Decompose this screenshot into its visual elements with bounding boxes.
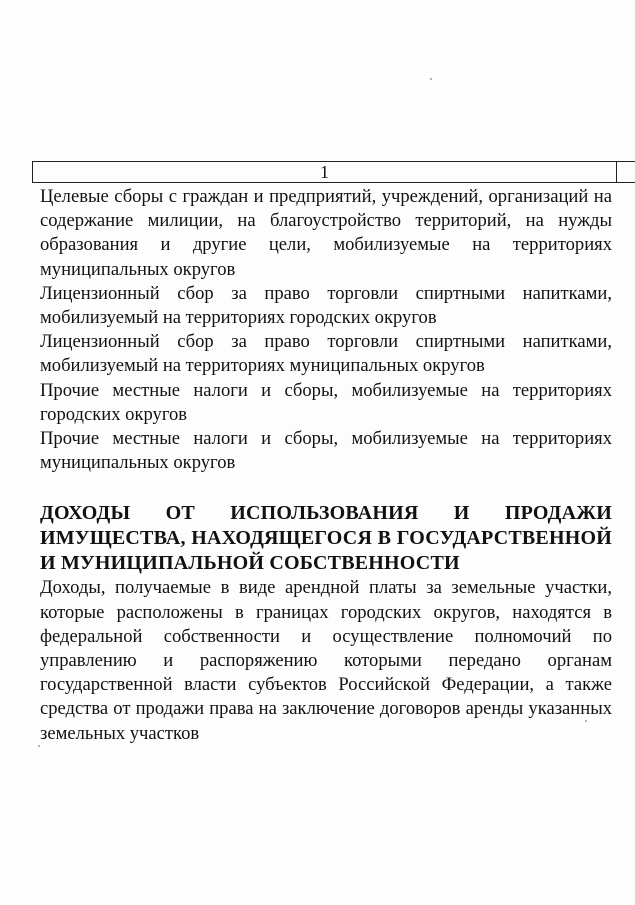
- entry-license-fee-municipal: Лицензионный сбор за право торговли спиртными напитками, мобилизуемый на территориях муниципальных округов: [40, 331, 612, 377]
- table-header-row: [32, 161, 617, 183]
- entry-other-taxes-city: Прочие местные налоги и сборы, мобилизуемые на территориях городских округов: [40, 379, 612, 425]
- section-text: Доходы, получаемые в виде арендной платы за земельные участки, которые расположены в границах городских округов, находятся в федеральной собственности и осуществление полномочий по управлению и распоряжению которыми передано органам государственной власти субъектов Российской Федерации, а также средства от продажи права на заключение договоров аренды указанных земельных участков: [40, 577, 612, 744]
- entry-target-fees: Целевые сборы с граждан и предприятий, учреждений, организаций на содержание милиции, на благоустройство территорий, на нужды образования и другие цели, мобилизуемые на территориях муниципальных округов: [40, 186, 612, 280]
- scan-speck: [585, 720, 587, 722]
- table-header-tail: [617, 161, 635, 183]
- entry-other-taxes-municipal: Прочие местные налоги и сборы, мобилизуемые на территориях муниципальных округов: [40, 428, 612, 474]
- section-heading: ДОХОДЫ ОТ ИСПОЛЬЗОВАНИЯ И ПРОДАЖИ ИМУЩЕСТВА, НАХОДЯЩЕГОСЯ В ГОСУДАРСТВЕННОЙ И МУНИЦИПАЛЬНОЙ СОБСТВЕННОСТИ: [40, 502, 612, 575]
- scan-speck: [430, 78, 432, 80]
- entry-license-fee-city: Лицензионный сбор за право торговли спиртными напитками, мобилизуемый на территориях городских округов: [40, 282, 612, 329]
- document-body: [40, 185, 612, 746]
- column-number: 1: [320, 162, 329, 182]
- scan-speck: [38, 745, 40, 747]
